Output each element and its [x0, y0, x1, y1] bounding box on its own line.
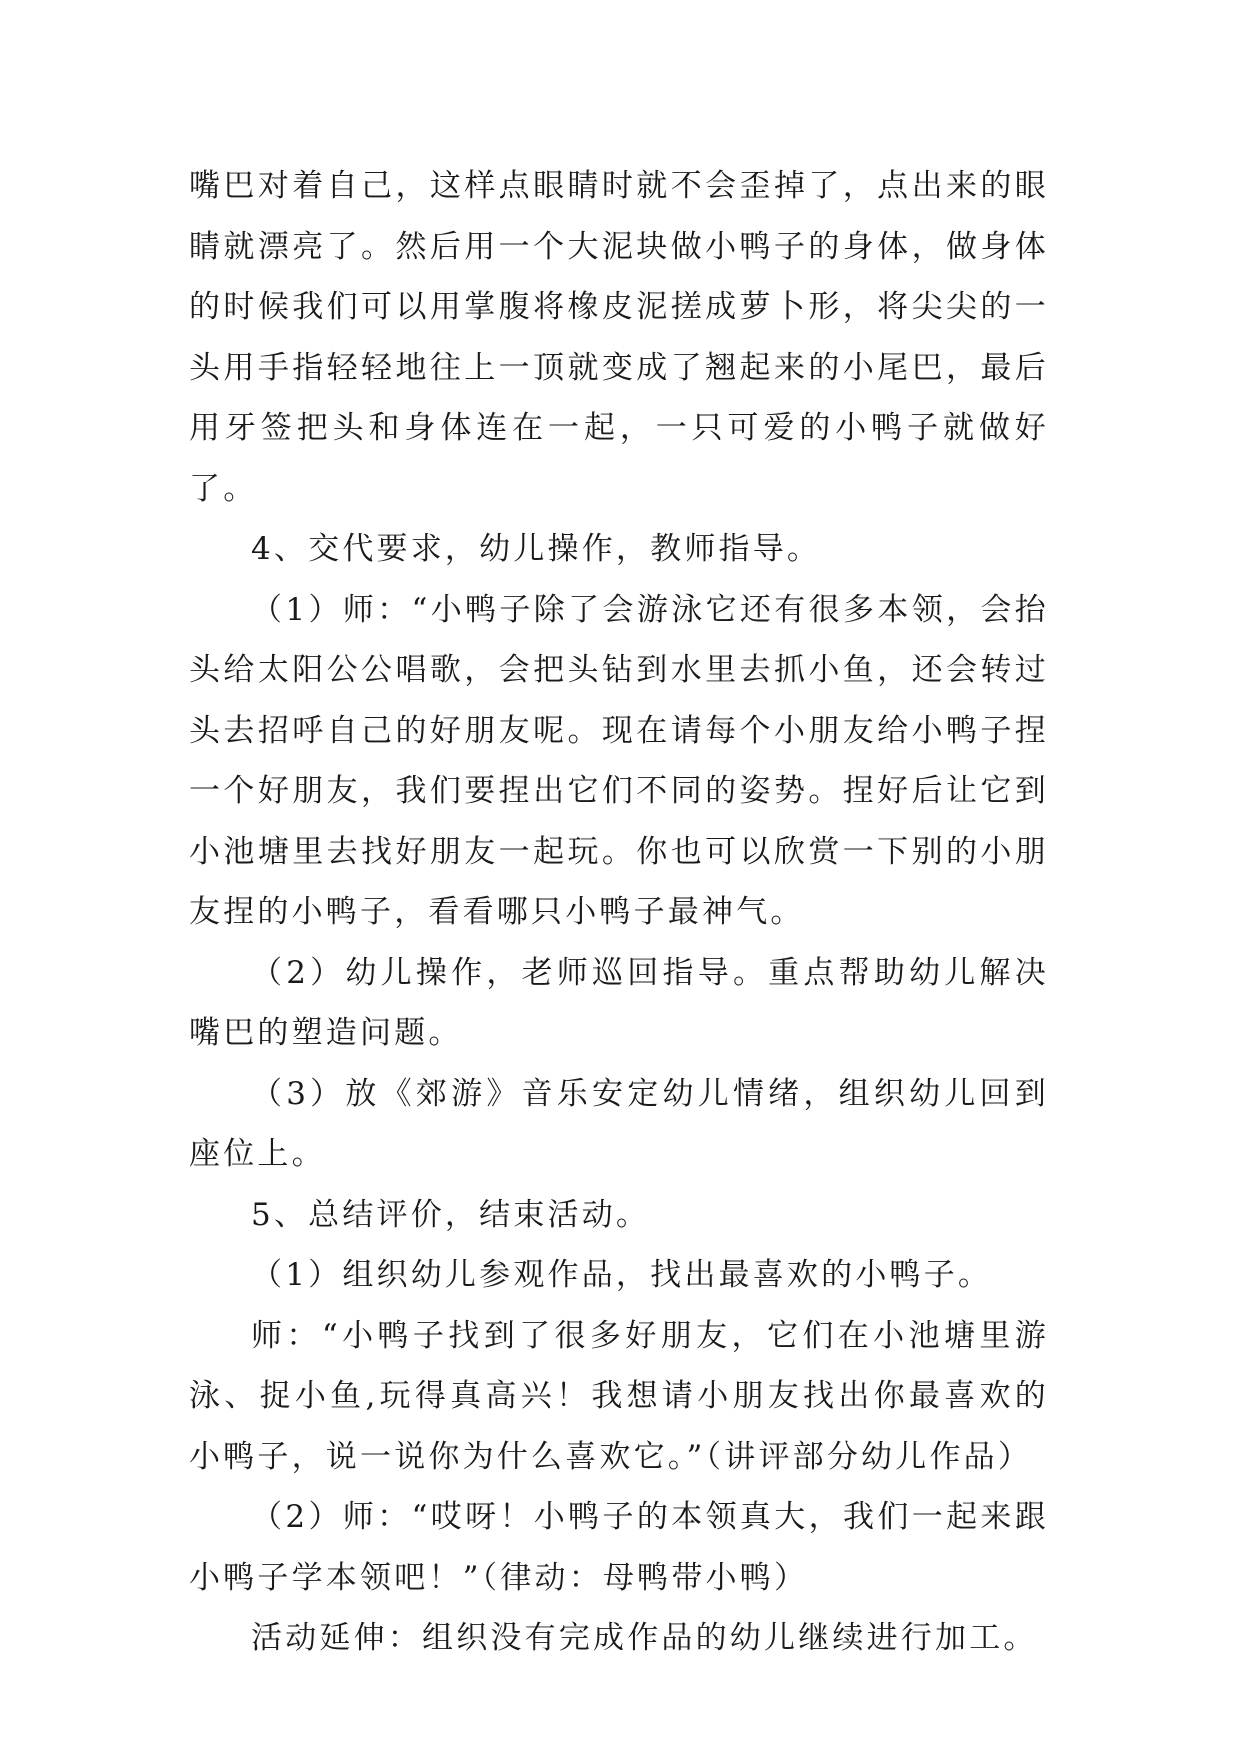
- paragraph-3: （1）师：“小鸭子除了会游泳它还有很多本领，会抬头给太阳公公唱歌，会把头钻到水里去抓小鱼，还会转过头去招呼自己的好朋友呢。现在请每个小朋友给小鸭子捏一个好朋友，我们要捏出它们不同的姿势。捏好后让它到小池塘里去找好朋友一起玩。你也可以欣赏一下别的小朋友捏的小鸭子，看看哪只小鸭子最神气。: [189, 591, 1049, 930]
- document-body: [189, 156, 1049, 1669]
- paragraph-8: 师：“小鸭子找到了很多好朋友，它们在小池塘里游泳、捉小鱼,玩得真高兴！我想请小朋友找出你最喜欢的小鸭子，说一说你为什么喜欢它。”（讲评部分幼儿作品）: [189, 1317, 1049, 1475]
- paragraph-4: （2）幼儿操作，老师巡回指导。重点帮助幼儿解决嘴巴的塑造问题。: [189, 954, 1049, 1051]
- paragraph-9: （2）师：“哎呀！小鸭子的本领真大，我们一起来跟小鸭子学本领吧！”（律动：母鸭带小鸭）: [189, 1499, 1049, 1596]
- paragraph-6: 5、总结评价，结束活动。: [251, 1196, 651, 1233]
- paragraph-1: 嘴巴对着自己，这样点眼睛时就不会歪掉了，点出来的眼睛就漂亮了。然后用一个大泥块做小鸭子的身体，做身体的时候我们可以用掌腹将橡皮泥搓成萝卜形，将尖尖的一头用手指轻轻地往上一顶就变成了翘起来的小尾巴，最后用牙签把头和身体连在一起，一只可爱的小鸭子就做好了。: [189, 168, 1049, 507]
- paragraph-7: （1）组织幼儿参观作品，找出最喜欢的小鸭子。: [251, 1257, 993, 1293]
- paragraph-10: 活动延伸：组织没有完成作品的幼儿继续进行加工。: [251, 1620, 1038, 1656]
- paragraph-2: 4、交代要求，幼儿操作，教师指导。: [251, 531, 822, 567]
- paragraph-5: （3）放《郊游》音乐安定幼儿情绪，组织幼儿回到座位上。: [189, 1075, 1049, 1172]
